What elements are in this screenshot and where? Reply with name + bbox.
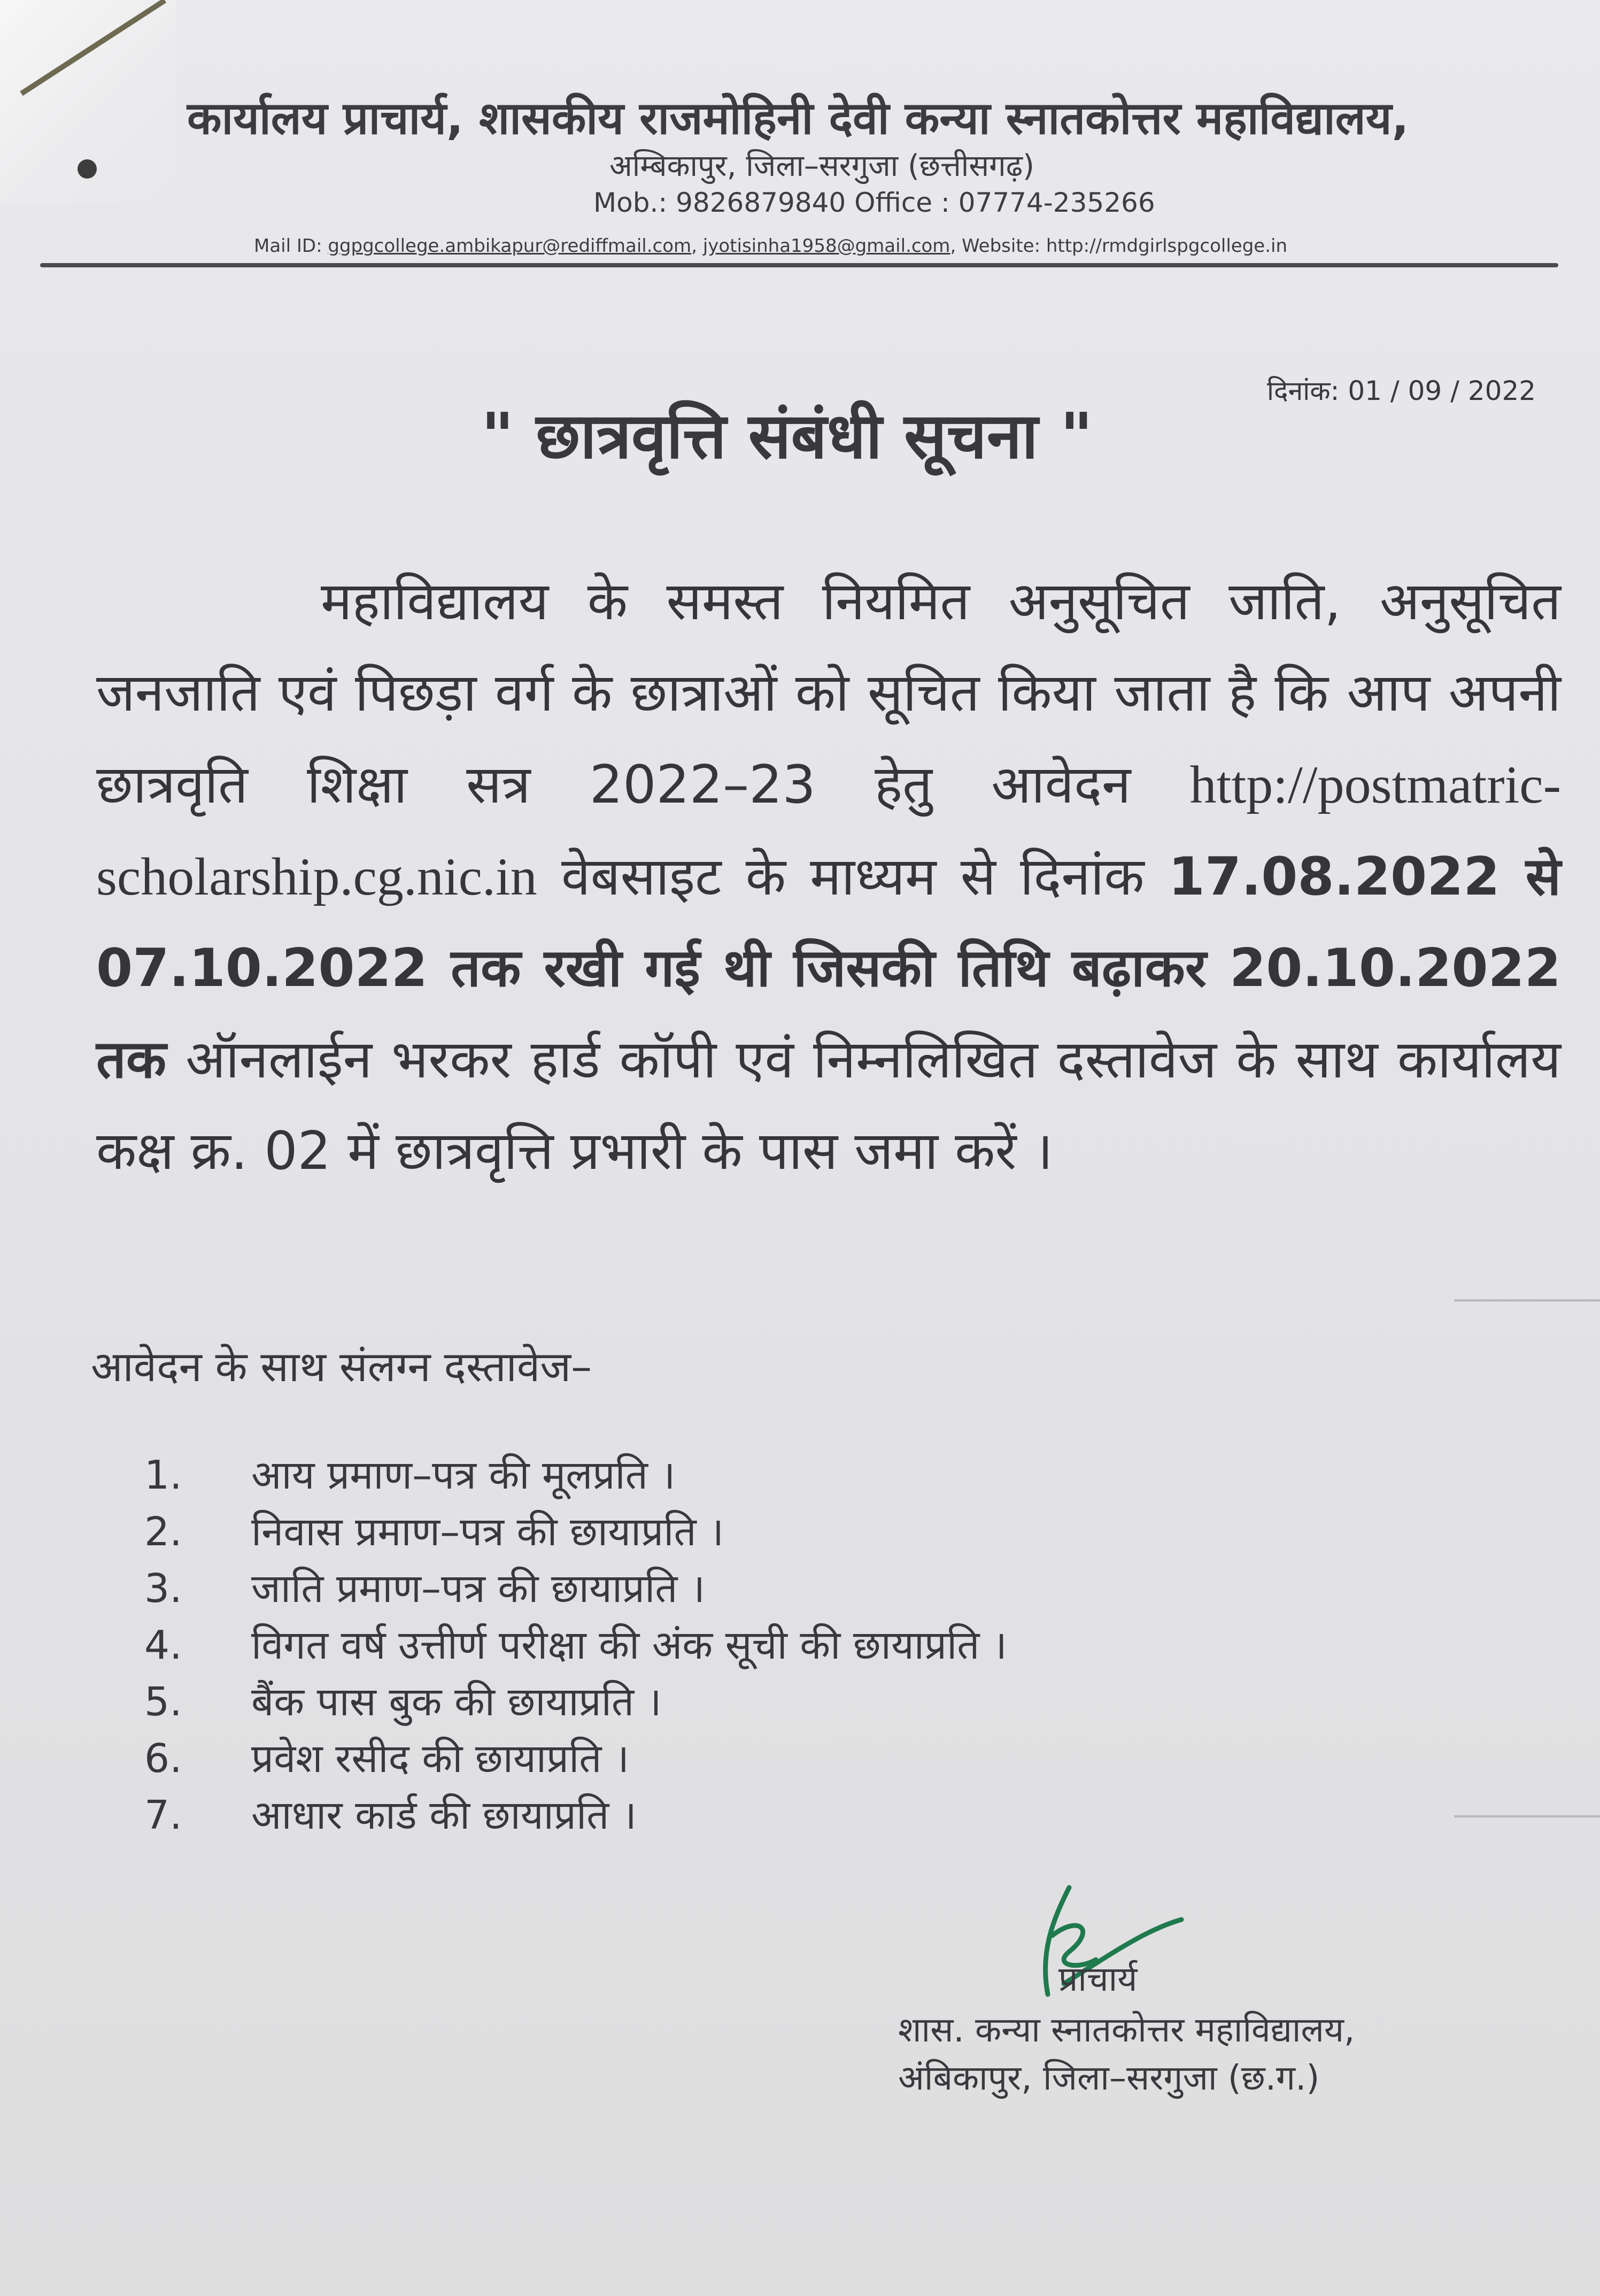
list-item-text: आय प्रमाण–पत्र की मूलप्रति । bbox=[251, 1452, 676, 1498]
website-text: , Website: http://rmdgirlspgcollege.in bbox=[950, 235, 1288, 257]
letterhead-office-line: कार्यालय प्राचार्य, शासकीय राजमोहिनी देवी कन्या स्नातकोत्तर महाविद्यालय, bbox=[187, 92, 1409, 144]
list-item-text: निवास प्रमाण–पत्र की छायाप्रति । bbox=[251, 1509, 724, 1555]
list-item bbox=[144, 1560, 1374, 1616]
list-item-text: विगत वर्ष उत्तीर्ण परीक्षा की अंक सूची की छायाप्रति । bbox=[251, 1622, 1007, 1668]
notice-title: " छात्रवृत्ति संबंधी सूचना " bbox=[481, 399, 1093, 473]
body-part-2: वेबसाइट के माध्यम से दिनांक bbox=[537, 846, 1169, 907]
documents-heading: आवेदन के साथ संलग्न दस्तावेज– bbox=[91, 1343, 592, 1391]
list-item bbox=[144, 1730, 1374, 1786]
letterhead-divider bbox=[40, 263, 1558, 267]
list-item-number: 6. bbox=[144, 1736, 182, 1782]
mail-label: Mail ID: bbox=[254, 235, 328, 257]
body-part-1: महाविद्यालय के समस्त नियमित अनुसूचित जाति, अनुसूचित जनजाति एवं पिछड़ा वर्ग के छात्राओं को सूचित किया जाता है कि आप अपनी छात्रवृति शिक्षा सत्र 2022–23 हेतु आवेदन bbox=[96, 571, 1561, 815]
body-bold-dates: 17.08.2022 से 07.10.2022 तक रखी गई थी जिसकी तिथि बढ़ाकर 20.10.2022 तक bbox=[96, 846, 1561, 1090]
list-item-text: बैंक पास बुक की छायाप्रति । bbox=[251, 1679, 662, 1725]
list-item bbox=[144, 1616, 1374, 1673]
letterhead-contact: Mob.: 9826879840 Office : 07774-235266 bbox=[593, 187, 1155, 218]
signature-designation: प्राचार्य bbox=[1058, 1960, 1138, 1999]
list-item bbox=[144, 1503, 1374, 1560]
list-item-number: 2. bbox=[144, 1509, 182, 1555]
list-item-text: जाति प्रमाण–पत्र की छायाप्रति । bbox=[251, 1566, 706, 1612]
notice-date: दिनांक: 01 / 09 / 2022 bbox=[1267, 375, 1536, 406]
list-item-number: 7. bbox=[144, 1792, 182, 1838]
list-item-number: 3. bbox=[144, 1566, 182, 1612]
list-item bbox=[144, 1446, 1374, 1503]
signature-line-2: अंबिकापुर, जिला–सरगुजा (छ.ग.) bbox=[898, 2059, 1320, 2098]
list-item-text: प्रवेश रसीद की छायाप्रति । bbox=[251, 1736, 630, 1782]
notice-body bbox=[96, 556, 1561, 1197]
list-item bbox=[144, 1673, 1374, 1730]
list-item-number: 5. bbox=[144, 1679, 182, 1725]
body-part-3: ऑनलाईन भरकर हार्ड कॉपी एवं निम्नलिखित दस्तावेज के साथ कार्यालय कक्ष क्र. 02 में छात्रवृत्ति प्रभारी के पास जमा करें । bbox=[96, 1029, 1561, 1182]
email-link-1[interactable]: ggpgcollege.ambikapur@rediffmail.com bbox=[328, 235, 692, 257]
list-item-number: 4. bbox=[144, 1622, 182, 1668]
documents-list bbox=[144, 1446, 1374, 1843]
list-item-text: आधार कार्ड की छायाप्रति । bbox=[251, 1792, 637, 1838]
signature-line-1: शास. कन्या स्नातकोत्तर महाविद्यालय, bbox=[898, 2010, 1355, 2050]
letterhead-mail-line bbox=[254, 235, 1483, 257]
email-separator: , bbox=[691, 235, 703, 257]
list-item-number: 1. bbox=[144, 1452, 182, 1498]
letterhead-address: अम्बिकापुर, जिला–सरगुजा (छत्तीसगढ़) bbox=[609, 149, 1035, 183]
email-link-2[interactable]: jyotisinha1958@gmail.com bbox=[702, 235, 950, 257]
pin-head-icon bbox=[78, 159, 97, 179]
list-item bbox=[144, 1786, 1374, 1843]
margin-mark bbox=[1454, 1299, 1600, 1301]
margin-mark bbox=[1454, 1815, 1600, 1817]
scholarship-url: http://postmatric-scholarship.cg.nic.in bbox=[96, 755, 1561, 906]
